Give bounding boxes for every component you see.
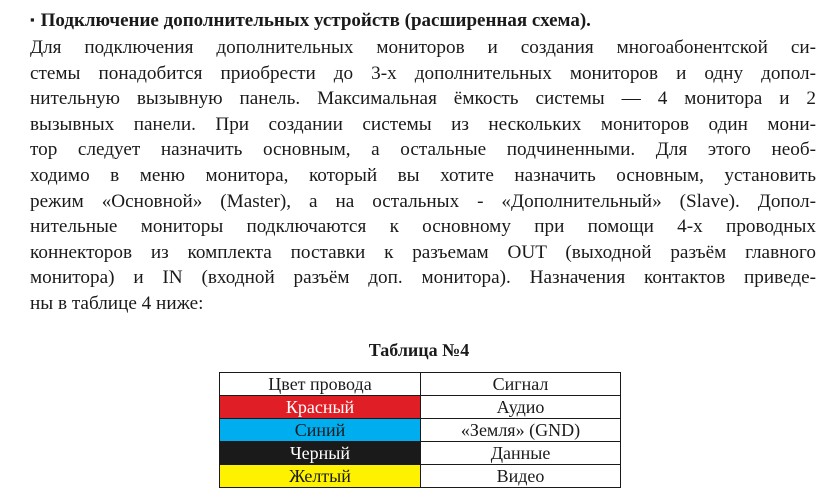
wire-color-cell: Красный [220, 396, 421, 419]
paragraph-line: коннекторов из комплекта поставки к разъемам OUT (выходной разъём главного [30, 241, 816, 263]
document-page [30, 8, 816, 317]
signal-cell: «Земля» (GND) [421, 419, 621, 442]
paragraph-line: нительную вызывную панель. Максимальная ёмкость системы — 4 монитора и 2 [30, 88, 816, 110]
paragraph-line: ходимо в меню монитора, который вы хотите назначить основным, установить [30, 164, 816, 186]
wire-signal-table [219, 372, 621, 488]
table-header-row [220, 373, 621, 396]
table-row [220, 442, 621, 465]
paragraph-line: ны в таблице 4 ниже: [30, 292, 204, 314]
paragraph-line: нительные мониторы подключаются к основному при помощи 4-х проводных [30, 216, 816, 238]
signal-cell: Видео [421, 465, 621, 488]
paragraph-line: вызывных панели. При создании системы из нескольких мониторов один мони- [30, 113, 816, 135]
paragraph-line: монитора) и IN (входной разъём доп. монитора). Назначения контактов приведе- [30, 267, 816, 289]
paragraph-line: тор следует назначить основным, а остальные подчиненными. Для этого необ- [30, 139, 816, 161]
table-row [220, 465, 621, 488]
section-heading-text: Подключение дополнительных устройств (расширенная схема). [40, 10, 591, 31]
column-header-signal: Сигнал [421, 373, 621, 396]
table-row [220, 419, 621, 442]
table-row [220, 396, 621, 419]
signal-cell: Данные [421, 442, 621, 465]
section-heading [30, 8, 816, 35]
wire-color-cell: Синий [220, 419, 421, 442]
paragraph-line: режим «Основной» (Master), а на остальных - «Дополнительный» (Slave). Допол- [30, 190, 816, 212]
wire-color-cell: Желтый [220, 465, 421, 488]
paragraph-line: Для подключения дополнительных мониторов и создания многоабонентской си- [30, 37, 816, 58]
wire-color-cell: Черный [220, 442, 421, 465]
table-caption: Таблица №4 [368, 340, 470, 360]
square-bullet-icon: ▪ [30, 12, 35, 27]
signal-cell: Аудио [421, 396, 621, 419]
paragraph-line: стемы понадобится приобрести до 3-х дополнительных мониторов и одну допол- [30, 62, 816, 84]
body-paragraph [30, 35, 816, 317]
column-header-wire-color: Цвет провода [220, 373, 421, 396]
